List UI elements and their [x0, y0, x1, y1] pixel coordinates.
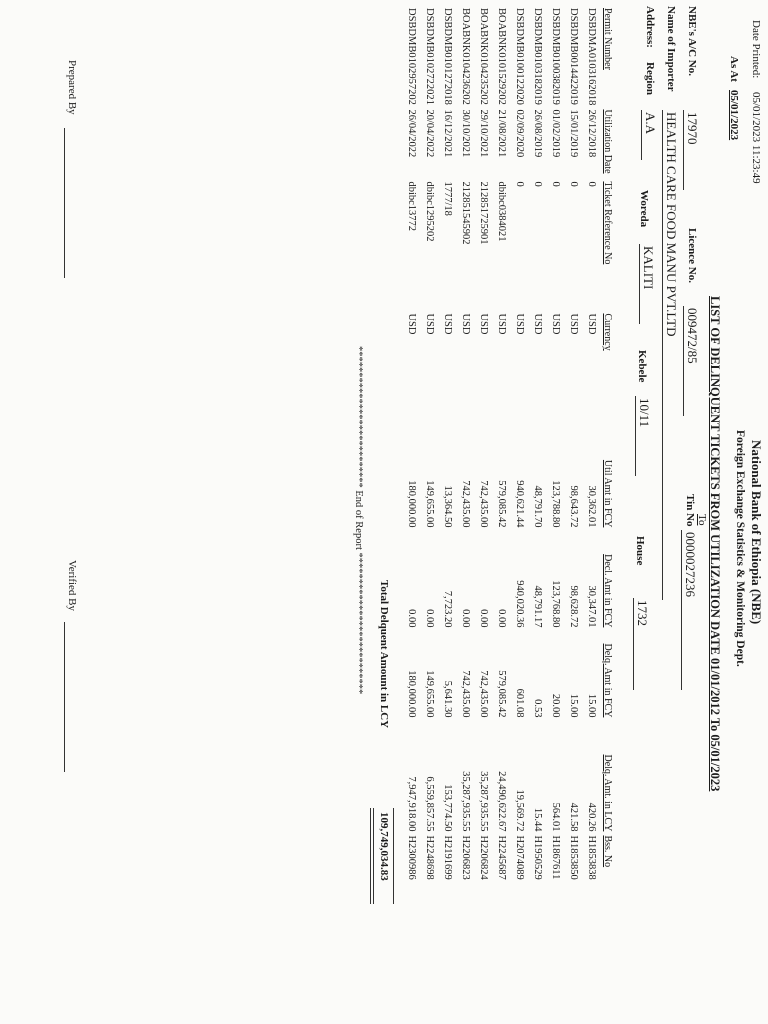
delinquent-amount-fcy-cell: 15.00: [568, 693, 580, 718]
column-header: Decl. Amt in FCY: [602, 554, 613, 628]
bss-number-cell: H2191699: [442, 835, 454, 880]
util-amount-fcy-cell: 98,643.72: [568, 485, 580, 528]
util-amount-fcy-cell: 123,788.80: [550, 480, 562, 528]
permit-number-cell: DSBDMA0103162018: [586, 8, 598, 106]
util-amount-fcy-cell: 30,362.01: [586, 485, 598, 528]
currency-cell: USD: [406, 313, 418, 335]
utilization-date-cell: 26/08/2019: [532, 109, 544, 158]
utilization-date-cell: 29/10/2021: [478, 109, 490, 158]
total-label: Total Delquent Amount in LCY: [378, 580, 390, 729]
table-row: [583, 6, 601, 909]
delinquent-amount-lcy-cell: 35,287,935.55: [460, 771, 472, 832]
table-row: [565, 6, 583, 909]
region-value: A.A: [643, 112, 658, 135]
tin-label: Tin No: [684, 494, 696, 527]
currency-cell: USD: [460, 313, 472, 335]
bank-name: National Bank of Ethiopia (NBE): [749, 440, 764, 625]
delinquent-amount-lcy-cell: 564.01: [550, 802, 562, 832]
column-header: Currency: [602, 313, 613, 351]
ticket-reference-cell: 1777/18: [442, 181, 454, 216]
date-printed-value: 05/01/2023 11:23:49: [750, 92, 762, 184]
column-header: Bss. No: [602, 835, 613, 868]
bss-number-cell: H2206823: [460, 835, 472, 880]
delinquent-amount-lcy-cell: 420.26: [586, 802, 598, 832]
table-row: [493, 6, 511, 909]
declared-amount-fcy-cell: 0.00: [478, 609, 490, 628]
utilization-date-cell: 26/04/2022: [406, 109, 418, 158]
currency-cell: USD: [424, 313, 436, 335]
currency-cell: USD: [514, 313, 526, 335]
delinquent-amount-fcy-cell: 20.00: [550, 693, 562, 718]
util-amount-fcy-cell: 13,364.50: [442, 485, 454, 528]
utilization-date-cell: 02/09/2020: [514, 109, 526, 158]
kebele-label: Kebele: [636, 350, 648, 383]
account-value: 17970: [685, 112, 700, 145]
delinquent-amount-lcy-cell: 24,490,622.67: [496, 771, 508, 832]
licence-label: Licence No.: [686, 228, 698, 283]
bss-number-cell: H1950529: [532, 835, 544, 880]
delinquent-amount-lcy-cell: 7,947,918.00: [406, 776, 418, 832]
util-amount-fcy-cell: 579,085.42: [496, 480, 508, 528]
total-value: 109,749,034.83: [378, 812, 390, 881]
ticket-reference-cell: 0: [532, 181, 544, 187]
util-amount-fcy-cell: 48,791.70: [532, 485, 544, 528]
currency-cell: USD: [532, 313, 544, 335]
delinquent-amount-fcy-cell: 579,085.42: [496, 670, 508, 718]
bss-number-cell: H2248698: [424, 835, 436, 880]
delinquent-amount-lcy-cell: 15.44: [532, 807, 544, 832]
utilization-date-cell: 16/12/2021: [442, 109, 454, 158]
table-header-row: [601, 6, 613, 909]
bss-number-cell: H2300986: [406, 835, 418, 880]
house-value: 1732: [635, 600, 650, 626]
utilization-date-cell: 20/04/2022: [424, 109, 436, 158]
utilization-date-cell: 30/10/2021: [460, 109, 472, 158]
column-header: Ticket Reference No: [602, 181, 613, 265]
delinquent-tickets-table: [403, 6, 613, 909]
delinquent-amount-fcy-cell: 742,435.00: [478, 670, 490, 718]
permit-number-cell: DSBDMB0100382019: [550, 8, 562, 105]
permit-number-cell: DSBDMB0103182019: [532, 8, 544, 105]
woreda-label: Woreda: [638, 190, 650, 228]
column-header: Util Amt in FCY: [602, 459, 613, 528]
bss-number-cell: H1853838: [586, 835, 598, 880]
declared-amount-fcy-cell: 0.00: [496, 609, 508, 628]
ticket-reference-cell: 212851545902: [460, 181, 472, 245]
to-label: To: [696, 514, 708, 526]
table-row: [529, 6, 547, 909]
ticket-reference-cell: dbibc13772: [406, 181, 418, 232]
department-name: Foreign Exchange Statistics & Monitoring Dept.: [734, 430, 746, 667]
table-row: [457, 6, 475, 909]
importer-label: Name of Importer: [665, 6, 677, 92]
currency-cell: USD: [496, 313, 508, 335]
delinquent-amount-fcy-cell: 742,435.00: [460, 670, 472, 718]
currency-cell: USD: [568, 313, 580, 335]
column-header: Permit Number: [602, 8, 613, 70]
table-row: [547, 6, 565, 909]
declared-amount-fcy-cell: 0.00: [460, 609, 472, 628]
declared-amount-fcy-cell: 0.00: [424, 609, 436, 628]
permit-number-cell: DSBDMB0101272018: [442, 8, 454, 105]
delinquent-amount-fcy-cell: 0.53: [532, 699, 544, 718]
currency-cell: USD: [442, 313, 454, 335]
delinquent-amount-fcy-cell: 15.00: [586, 693, 598, 718]
permit-number-cell: DSBDMB0102722021: [424, 8, 436, 105]
report-title: LIST OF DELINQUENT TICKETS FROM UTILIZATION DATE 01/01/2012 To 05/01/2023: [708, 296, 722, 792]
end-of-report: *************************** End of Report ***************************: [353, 346, 364, 695]
prepared-by-label: Prepared By: [66, 60, 78, 115]
permit-number-cell: BOABNK0104236202: [460, 8, 472, 105]
house-label: House: [634, 536, 646, 566]
ticket-reference-cell: 0: [568, 181, 580, 187]
utilization-date-cell: 01/02/2019: [550, 109, 562, 158]
declared-amount-fcy-cell: 48,791.17: [532, 585, 544, 628]
util-amount-fcy-cell: 149,655.00: [424, 480, 436, 528]
ticket-reference-cell: 212851725901: [478, 181, 490, 245]
ticket-reference-cell: 0: [586, 181, 598, 187]
delinquent-amount-fcy-cell: 180,000.00: [406, 670, 418, 718]
region-label: Region: [644, 62, 656, 95]
importer-value: HEALTH CARE FOOD MANU PVT.LTD: [664, 112, 679, 337]
currency-cell: USD: [550, 313, 562, 335]
column-header: Utilization Date: [602, 109, 613, 174]
bss-number-cell: H1853850: [568, 835, 580, 880]
permit-number-cell: DSBDMB0102957202: [406, 8, 418, 105]
bss-number-cell: H1867611: [550, 835, 562, 880]
utilization-date-cell: 21/08/2021: [496, 109, 508, 158]
ticket-reference-cell: dbibc0384021: [496, 181, 508, 242]
column-header: Delq. Amt in FCY: [602, 643, 613, 718]
delinquent-amount-lcy-cell: 19,569.72: [514, 789, 526, 832]
delinquent-amount-lcy-cell: 421.58: [568, 802, 580, 832]
permit-number-cell: DSBDMB0100122020: [514, 8, 526, 105]
currency-cell: USD: [586, 313, 598, 335]
delinquent-amount-lcy-cell: 35,287,935.55: [478, 771, 490, 832]
table-row: [475, 6, 493, 909]
delinquent-amount-fcy-cell: 5,641.30: [442, 680, 454, 718]
as-at-value: 05/01/2023: [728, 90, 740, 141]
permit-number-cell: BOABNK0101529202: [496, 8, 508, 105]
tin-value: 0000027236: [683, 532, 698, 597]
delinquent-amount-fcy-cell: 149,655.00: [424, 670, 436, 718]
permit-number-cell: BOABNK0104235202: [478, 8, 490, 105]
table-row: [421, 6, 439, 909]
ticket-reference-cell: dbibc1295202: [424, 181, 436, 242]
table-row: [511, 6, 529, 909]
declared-amount-fcy-cell: 123,768.80: [550, 580, 562, 628]
util-amount-fcy-cell: 742,435.00: [460, 480, 472, 528]
delinquent-amount-fcy-cell: 601.08: [514, 688, 526, 718]
util-amount-fcy-cell: 940,621.44: [514, 480, 526, 528]
utilization-date-cell: 26/12/2018: [586, 109, 598, 158]
as-at-label: As At: [728, 56, 740, 82]
currency-cell: USD: [478, 313, 490, 335]
declared-amount-fcy-cell: 7,723.20: [442, 590, 454, 628]
woreda-value: KALITI: [641, 246, 656, 290]
ticket-reference-cell: 0: [550, 181, 562, 187]
util-amount-fcy-cell: 180,000.00: [406, 480, 418, 528]
bss-number-cell: H2245687: [496, 835, 508, 880]
utilization-date-cell: 15/01/2019: [568, 109, 580, 158]
util-amount-fcy-cell: 742,435.00: [478, 480, 490, 528]
declared-amount-fcy-cell: 940,020.36: [514, 580, 526, 628]
declared-amount-fcy-cell: 0.00: [406, 609, 418, 628]
declared-amount-fcy-cell: 30,347.01: [586, 585, 598, 628]
column-header: Delq. Amt. in LCY: [602, 754, 613, 832]
verified-by-label: Verified By: [66, 560, 78, 612]
table-body: [403, 6, 601, 909]
bss-number-cell: H2074089: [514, 835, 526, 880]
delinquent-amount-lcy-cell: 6,559,857.55: [424, 776, 436, 832]
permit-number-cell: DSBDMB0014422019: [568, 8, 580, 105]
date-printed-label: Date Printed:: [750, 20, 762, 79]
delinquent-amount-lcy-cell: 153,774.50: [442, 784, 454, 832]
table-row: [403, 6, 421, 909]
address-label: Address:: [644, 6, 656, 48]
account-label: NBE's A/C No.: [686, 6, 698, 76]
kebele-value: 10/11: [637, 398, 652, 428]
licence-value: 009472/85: [685, 308, 700, 364]
ticket-reference-cell: 0: [514, 181, 526, 187]
table-row: [439, 6, 457, 909]
bss-number-cell: H2206824: [478, 835, 490, 880]
declared-amount-fcy-cell: 98,628.72: [568, 585, 580, 628]
